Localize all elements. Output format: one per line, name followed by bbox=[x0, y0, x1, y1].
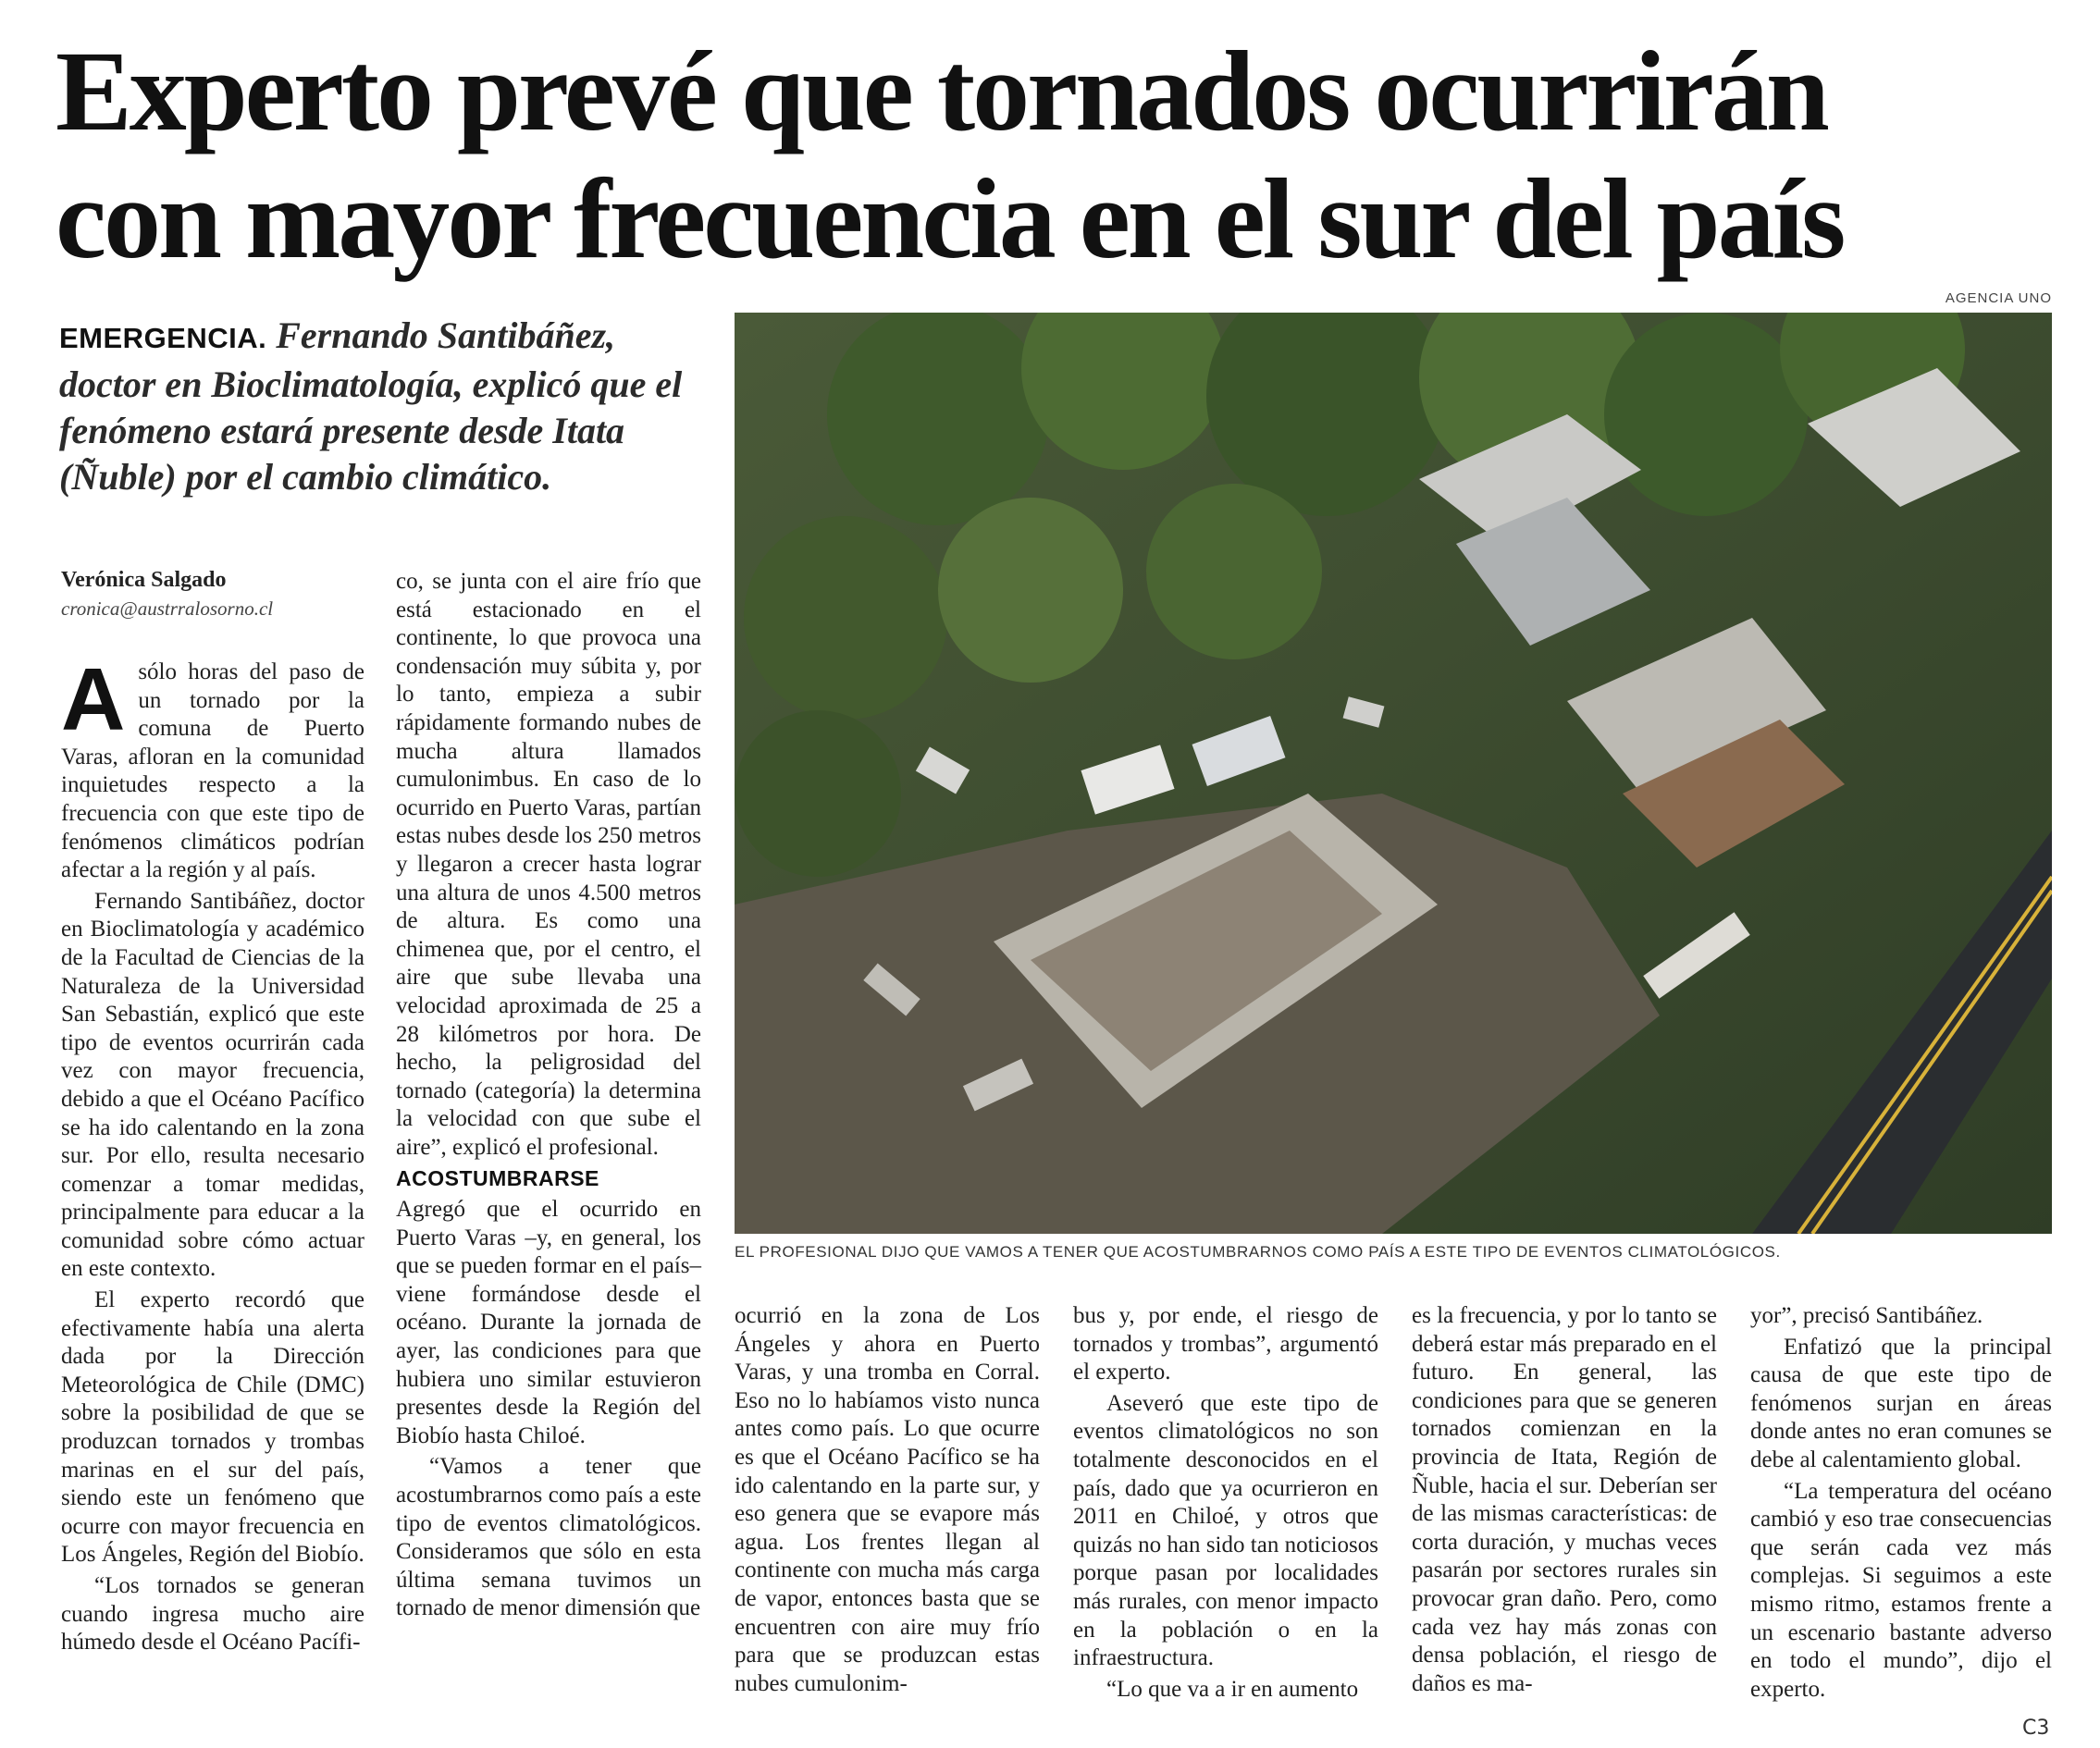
article-paragraph: Agregó que el ocurrido en Puerto Varas –y, en general, los que se pueden formar en el país– viene formándose desde el océano. Durante la jornada de ayer, las condiciones para que hubiera uno similar estuvieron presentes desde la Región del Biobío hasta Chiloé. bbox=[396, 1197, 701, 1448]
article-paragraph bbox=[61, 650, 364, 885]
article-paragraph: Fernando Santibáñez, doctor en Bioclimatología y académico de la Facultad de Ciencias de la Naturaleza de la Universidad San Sebastián, explicó que este tipo de eventos ocurrirán cada vez con mayor frecuencia, debido a que el Océano Pacífico se ha ido calentando en la zona sur. Por ello, resulta necesario comenzar a tomar medidas, principalmente para educar a la comunidad sobre cómo actuar en este contexto. bbox=[61, 888, 364, 1282]
byline-email[interactable]: cronica@austrralosorno.cl bbox=[61, 597, 274, 620]
article-column-1 bbox=[61, 650, 364, 1660]
article-column-2 bbox=[396, 568, 701, 1626]
headline bbox=[56, 28, 2063, 283]
headline-line-2: con mayor frecuencia en el sur del país bbox=[56, 155, 1844, 282]
end-mark-icon: C3 bbox=[2022, 1717, 2050, 1740]
photo-credit: AGENCIA UNO bbox=[1945, 290, 2052, 306]
lede bbox=[59, 313, 698, 500]
article-paragraph-text: sólo horas del paso de un tornado por la comuna de Puerto Varas, afloran en la comunidad inquietudes respecto a la frecuencia con que este tipo de fenómenos climáticos podrían afectar a la región y al país. bbox=[61, 659, 364, 883]
article-paragraph: “Los tornados se generan cuando ingresa mucho aire húmedo desde el Océano Pacífi- bbox=[61, 1573, 364, 1656]
aerial-photo-illustration bbox=[735, 313, 2052, 1234]
article-column-4 bbox=[1073, 1302, 1378, 1706]
photo-caption: EL PROFESIONAL DIJO QUE VAMOS A TENER QUE ACOSTUMBRARNOS COMO PAÍS A ESTE TIPO DE EVENTOS CLIMATOLÓGICOS. bbox=[735, 1243, 1781, 1261]
article-paragraph: Enfatizó que la principal causa de que este tipo de fenómenos surjan en áreas donde antes no eran comunes se debe al calentamiento global. bbox=[1750, 1334, 2052, 1472]
article-paragraph: co, se junta con el aire frío que está estacionado en el continente, lo que provoca una condensación muy súbita y, por lo tanto, empieza a subir rápidamente formando nubes de mucha altura llamados cumulonimbus. En caso de lo ocurrido en Puerto Varas, partían estas nubes desde los 250 metros y llegaron a crecer hasta lograr una altura de unos 4.500 metros de altura. Es como una chimenea que, por el centro, el aire que sube llevaba una velocidad aproximada de 25 a 28 kilómetros por hora. De hecho, la peligrosidad del tornado (categoría) la determina la velocidad con que sube el aire”, explicó el profesional. bbox=[396, 569, 701, 1160]
article-paragraph: Aseveró que este tipo de eventos climatológicos no son totalmente desconocidos en el país, dado que ya ocurrieron en 2011 en Chiloé, y otros que quizás no han sido tan noticiosos porque pasan por localidades más rurales, con menor impacto en la población o en la infraestructura. bbox=[1073, 1390, 1378, 1671]
article-paragraph: ocurrió en la zona de Los Ángeles y ahora en Puerto Varas, y una tromba en Corral. Eso no lo habíamos visto nunca antes como país. Lo que ocurre es que el Océano Pacífico se ha ido calentando en la parte sur, y eso genera que se evapore más agua. Los frentes llegan al continente con mucha más carga de vapor, entonces basta que se encuentren con aire muy frío para que se produzcan estas nubes cumulonim- bbox=[735, 1303, 1040, 1696]
article-paragraph: El experto recordó que efectivamente había una alerta dada por la Dirección Meteorológica de Chile (DMC) sobre la posibilidad de que se produzcan tornados y trombas marinas en el sur del país, siendo este un fenómeno que ocurre con mayor frecuencia en Los Ángeles, Región del Biobío. bbox=[61, 1287, 364, 1568]
lede-text: Fernando Santibáñez, doctor en Bioclimatología, explicó que el fenómeno estará presente desde Itata (Ñuble) por el cambio climático. bbox=[59, 314, 683, 498]
section-subhead: ACOSTUMBRARSE bbox=[396, 1166, 599, 1191]
article-paragraph: “Vamos a tener que acostumbrarnos como país a este tipo de eventos climatológicos. Consideramos que sólo en esta última semana tuvimos un tornado de menor dimensión que bbox=[396, 1454, 701, 1621]
drop-cap: A bbox=[61, 650, 126, 749]
article-paragraph: es la frecuencia, y por lo tanto se deberá estar más preparado en el futuro. En general, las condiciones para que se generen tornados comienzan en la provincia de Itata, Región de Ñuble, hacia el sur. Deberían ser de las mismas características: de corta duración, y muchas veces pasarán por sectores rurales sin provocar gran daño. Pero, como cada vez hay más zonas con densa población, el riesgo de daños es ma- bbox=[1412, 1303, 1717, 1696]
article-column-3 bbox=[735, 1302, 1040, 1701]
lede-kicker: EMERGENCIA. bbox=[59, 322, 267, 354]
article-paragraph: yor”, precisó Santibáñez. bbox=[1750, 1303, 1983, 1328]
article-paragraph: “Lo que va a ir en aumento bbox=[1106, 1676, 1359, 1702]
article-paragraph: “La temperatura del océano cambió y eso trae consecuencias que serán cada vez más complejas. Si seguimos a este mismo ritmo, estamos frente a un escenario bastante adverso en todo el mundo”, dijo el experto. bbox=[1750, 1478, 2052, 1702]
headline-line-1: Experto prevé que tornados ocurrirán bbox=[56, 28, 1827, 154]
article-column-5 bbox=[1412, 1302, 1717, 1701]
article-column-6 bbox=[1750, 1302, 2052, 1706]
byline-author: Verónica Salgado bbox=[61, 568, 227, 592]
article-paragraph: bus y, por ende, el riesgo de tornados y trombas”, argumentó el experto. bbox=[1073, 1303, 1378, 1385]
tornado-damage-photo bbox=[735, 313, 2052, 1234]
